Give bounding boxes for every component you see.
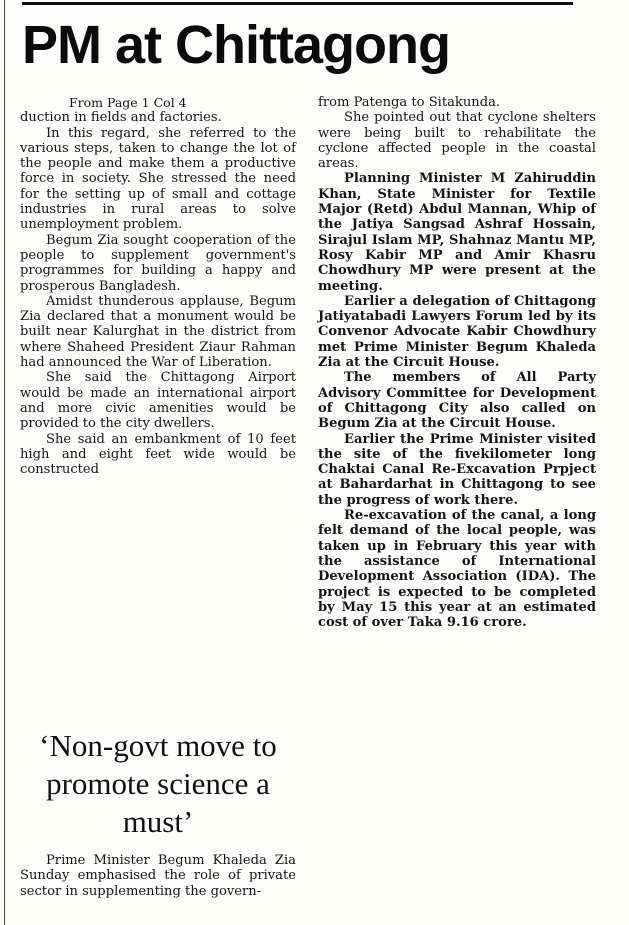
- left-column: [20, 95, 296, 477]
- sub-story-paragraph: Prime Minister Begum Khaleda Zia Sunday emphasised the role of private sector in supplementing the govern-: [20, 853, 296, 899]
- paragraph: Re-excavation of the canal, a long felt demand of the local people, was taken up in February this year with the assistance of International Development Association (IDA). The project is expected to be completed by May 15 this year at an estimated cost of over Taka 9.16 crore.: [318, 508, 596, 631]
- top-rule: [22, 2, 573, 5]
- paragraph: Begum Zia sought cooperation of the people to supplement government's programmes for building a happy and prosperous Bangladesh.: [20, 232, 296, 294]
- paragraph: The members of All Party Advisory Committee for Development of Chittagong City also called on Begum Zia at the Circuit House.: [318, 370, 596, 432]
- paragraph: from Patenga to Sitakunda.: [318, 95, 501, 110]
- paragraph: duction in fields and factories.: [20, 110, 222, 126]
- headline: PM at Chittagong: [22, 15, 450, 75]
- paragraph: She said the Chittagong Airport would be made an international airport and more civic amenities would be provided to the city dwellers.: [20, 370, 296, 432]
- paragraph: In this regard, she referred to the various steps, taken to change the lot of the people and make them a productive force in society. She stressed the need for the setting up of small and cottage industries in rural areas to solve unemployment problem.: [20, 125, 296, 233]
- paragraph: She said an embankment of 10 feet high and eight feet wide would be constructed: [20, 431, 296, 478]
- paragraph: Amidst thunderous applause, Begum Zia declared that a monument would be built near Kalurghat in the district from where Shaheed President Ziaur Rahman had announced the War of Liberation.: [20, 293, 296, 371]
- jump-line: From Page 1 Col 4: [69, 95, 187, 110]
- paragraph: Planning Minister M Zahiruddin Khan, State Minister for Textile Major (Retd) Abdul Mannan, Whip of the Jatiya Sangsad Ashraf Hossain, Sirajul Islam MP, Shahnaz Mantu MP, Rosy Kabir MP and Amir Khasru Chowdhury MP were present at the meeting.: [318, 171, 596, 294]
- paragraph: She pointed out that cyclone shelters were being built to rehabilitate the cyclone affected people in the coastal areas.: [318, 110, 596, 172]
- page-edge-rule: [4, 0, 5, 925]
- paragraph: Earlier a delegation of Chittagong Jatiyatabadi Lawyers Forum led by its Convenor Advocate Kabir Chowdhury met Prime Minister Begum Khaleda Zia at the Circuit House.: [318, 293, 596, 371]
- sub-headline: ‘Non-govt move to promote science a must’: [39, 728, 277, 839]
- sub-story: [20, 853, 296, 899]
- right-column: [318, 95, 596, 630]
- paragraph: Earlier the Prime Minister visited the site of the fivekilometer long Chaktai Canal Re-Excavation Prpject at Bahardarhat in Chittagong to see the progress of work there.: [318, 431, 596, 508]
